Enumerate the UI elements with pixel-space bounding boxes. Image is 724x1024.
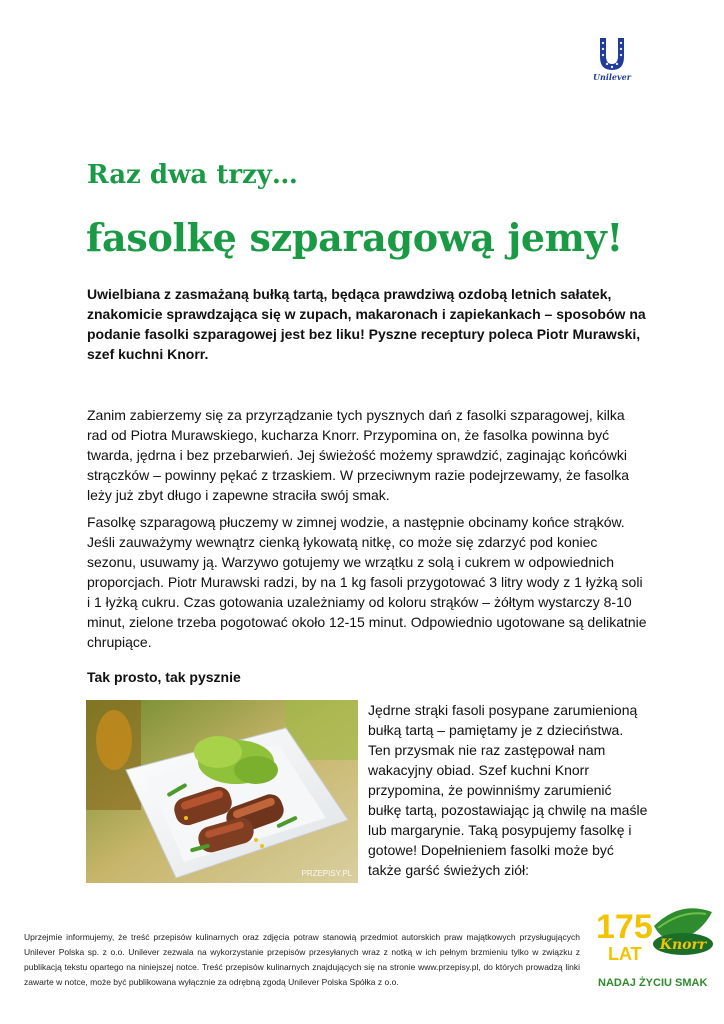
article-paragraph-2: Fasolkę szparagową płuczemy w zimnej wodzie, a następnie obcinamy końce strąków. Jeśli zauważymy wewnątrz cienką łykowatą nitkę, co może się zdarzyć pod koniec sezonu, usuwamy ją. Warzywo gotujemy we wrzątku z solą i cukrem w odpowiednich proporcjach. Piotr Murawski radzi, by na 1 kg fasoli przygotować 3 litry wody z 1 łyżką soli i 1 łyżką cukru. Czas gotowania uzależniamy od koloru strąków – żółtym wystarczy 8-10 minut, zielone trzeba pogotować około 12-15 minut. Odpowiednio ugotowane są delikatnie chrupiące. [87,514,647,650]
knorr-lat: LAT [608,944,642,964]
knorr-175-logo [594,898,718,990]
article-lead: Uwielbiana z zasmażaną bułką tartą, będąca prawdziwą ozdobą letnich sałatek, znakomicie sprawdzająca się w zupach, makaronach i zapiekankach – sposobów na podanie fasolki szparagowej jest bez liku! Pyszne receptury poleca Piotr Murawski, szef kuchni Knorr. [87,286,646,362]
copyright-note: Uprzejmie informujemy, że treść przepisów kulinarnych oraz zdjęcia potraw stanowią przedmiot autorskich praw majątkowych przysługujących Unilever Polska sp. z o.o. Unilever zezwala na wykorzystanie przepisów przesyłanych wraz z notką w ich pełnym brzmieniu tylko w związku z publikacją tekstu opartego na niniejszej notce. Treść przepisów kulinarnych znajdujących się na stronie www.przepisy.pl, do których prowadzą linki zawarte w notce, może być publikowana wyłącznie za odrębną zgodą Unilever Polska Spółka z o.o. [24,932,580,987]
article-subheading: Tak prosto, tak pysznie [87,669,241,685]
unilever-u-logo-icon [598,36,626,72]
unilever-logo [592,36,632,88]
dish-photo [86,700,358,883]
knorr-years: 175 [596,908,653,946]
photo-watermark: PRZEPISY.PL [301,869,352,878]
article-paragraph-1: Zanim zabierzemy się za przyrządzanie tych pysznych dań z fasolki szparagowej, kilka rad od Piotra Murawskiego, kucharza Knorr. Przypomina on, że fasolka powinna być twarda, jędrna i bez przebarwień. Jej świeżość możemy sprawdzić, zaginając końcówki strączków – powinny pękać z trzaskiem. W przeciwnym razie podejrzewamy, że fasolka leży już zbyt długo i zapewne straciła swój smak. [87,407,630,503]
unilever-wordmark: Unilever [593,72,631,82]
article-title: fasolkę szparagową jemy! [86,215,623,260]
knorr-brand: Knorr [659,937,707,953]
article-side-paragraph: Jędrne strąki fasoli posypane zarumienioną bułką tartą – pamiętamy je z dzieciństwa. Ten przysmak nie raz zastępował nam wakacyjny obiad. Szef kuchni Knorr przypomina, że powinniśmy zarumienić bułkę tartą, pozostawiając ją chwilę na maśle lub margarynie. Taką posypujemy fasolkę i gotowe! Dopełnieniem fasolki może być także garść świeżych ziół: [368,702,648,878]
knorr-tagline: NADAJ ŻYCIU SMAK [598,977,708,989]
article-kicker: Raz dwa trzy… [87,160,298,190]
